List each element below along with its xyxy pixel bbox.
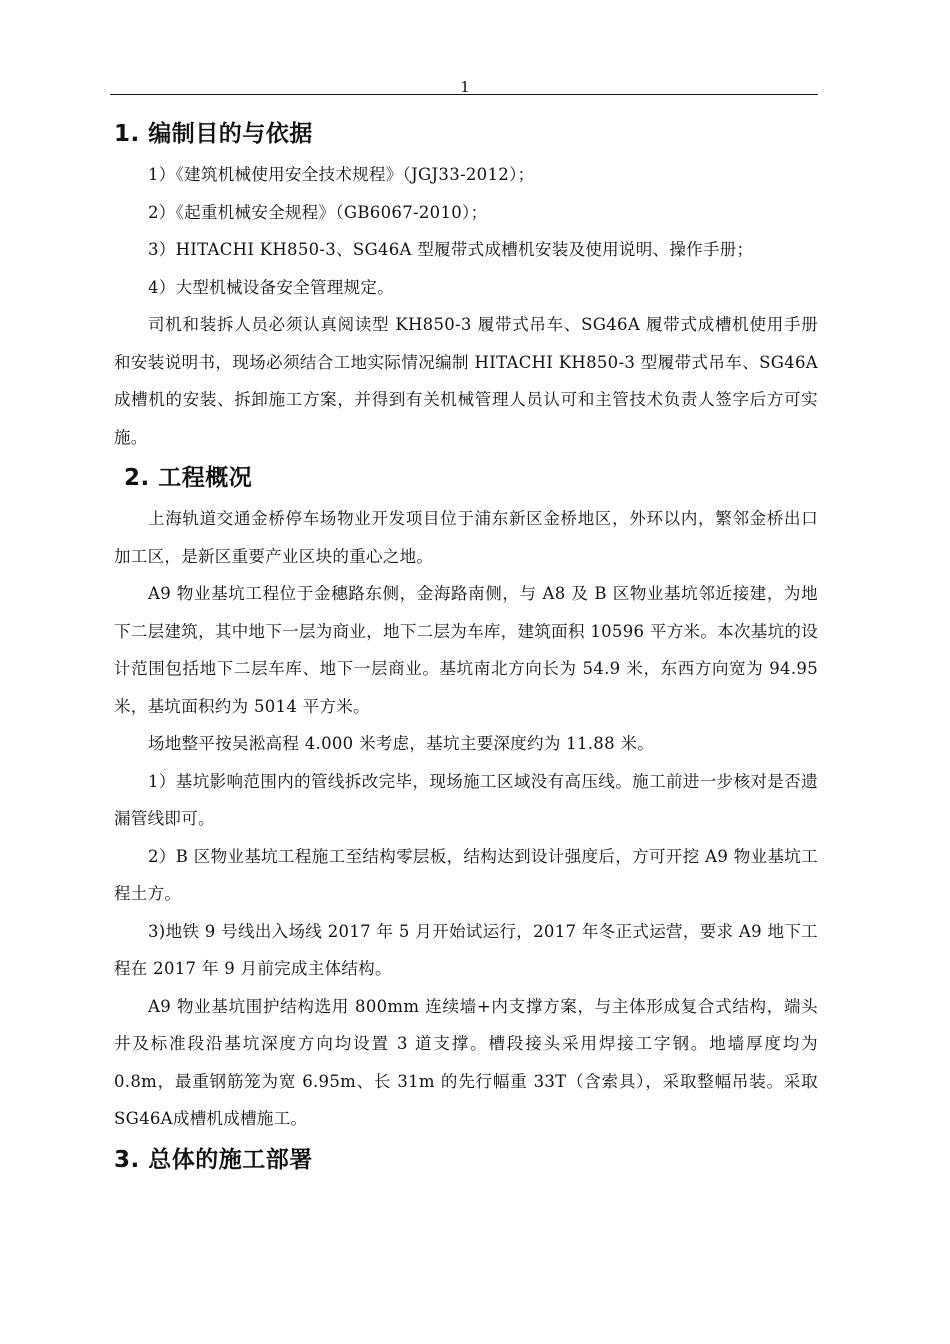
body-paragraph: A9 物业基坑围护结构选用 800mm 连续墙+内支撑方案，与主体形成复合式结构，端头井及标准段沿基坑深度方向均设置 3 道支撑。槽段接头采用焊接工字钢。地墙厚度均为 0.8m，最重钢筋笼为宽 6.95m、长 31m 的先行幅重 33T（含索具），采取整幅吊装。采取SG46A成槽机成槽施工。 xyxy=(114,996,818,1128)
reference-item-3: 3）HITACHI KH850-3、SG46A 型履带式成槽机安装及使用说明、操作手册； xyxy=(148,240,754,259)
reference-item-4: 4）大型机械设备安全管理规定。 xyxy=(148,277,394,297)
condition-item-3: 3)地铁 9 号线出入场线 2017 年 5 月开始试运行，2017 年冬正式运营，要求 A9 地下工程在 2017 年 9 月前完成主体结构。 xyxy=(114,921,818,978)
body-paragraph: 上海轨道交通金桥停车场物业开发项目位于浦东新区金桥地区，外环以内，繁邻金桥出口加工区，是新区重要产业区块的重心之地。 xyxy=(114,509,818,566)
page-number: 1 xyxy=(460,78,470,96)
body-paragraph: 场地整平按吴淞高程 4.000 米考虑，基坑主要深度约为 11.88 米。 xyxy=(148,734,655,753)
section-heading-2: 2. 工程概况 xyxy=(124,465,253,491)
body-paragraph: 司机和装拆人员必须认真阅读型 KH850-3 履带式吊车、SG46A 履带式成槽机使用手册和安装说明书，现场必须结合工地实际情况编制 HITACHI KH850-3 型履带式吊车、SG46A 成槽机的安装、拆卸施工方案，并得到有关机械管理人员认可和主管技术负责人签字后方可实施。 xyxy=(114,315,818,447)
header-rule xyxy=(110,94,818,95)
document-body xyxy=(114,112,818,1182)
condition-item-2: 2）B 区物业基坑工程施工至结构零层板，结构达到设计强度后，方可开挖 A9 物业基坑工程土方。 xyxy=(114,846,818,903)
reference-item-1: 1）《建筑机械使用安全技术规程》（JGJ33-2012）； xyxy=(148,165,535,184)
section-heading-1: 1. 编制目的与依据 xyxy=(114,121,313,147)
section-heading-3: 3. 总体的施工部署 xyxy=(114,1146,313,1173)
condition-item-1: 1）基坑影响范围内的管线拆改完毕，现场施工区域没有高压线。施工前进一步核对是否遗漏管线即可。 xyxy=(114,771,818,828)
body-paragraph: A9 物业基坑工程位于金穗路东侧，金海路南侧，与 A8 及 B 区物业基坑邻近接建，为地下二层建筑，其中地下一层为商业，地下二层为车库，建筑面积 10596 平方米。本次基坑的设计范围包括地下二层车库、地下一层商业。基坑南北方向长为 54.9 米，东西方向宽为 94.95 米，基坑面积约为 5014 平方米。 xyxy=(114,584,818,716)
reference-item-2: 2）《起重机械安全规程》（GB6067-2010）； xyxy=(148,202,488,222)
